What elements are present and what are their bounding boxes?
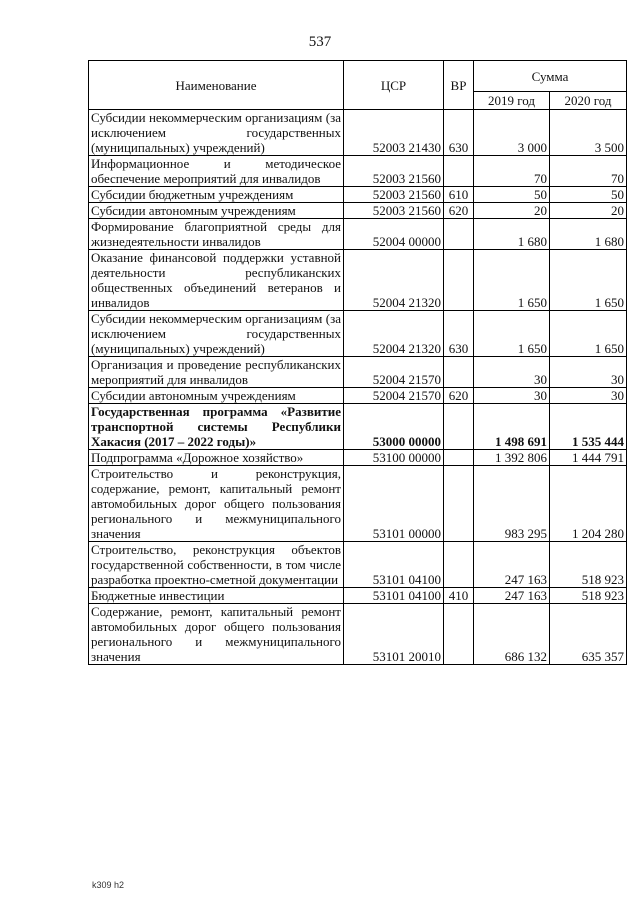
row-csr: 52003 21560 — [344, 156, 444, 187]
row-csr: 53101 04100 — [344, 588, 444, 604]
row-name: Информационное и методическое обеспечение мероприятий для инвалидов — [89, 156, 344, 187]
table-row — [89, 250, 627, 311]
row-csr: 52004 00000 — [344, 219, 444, 250]
header-year-2020: 2020 год — [550, 92, 627, 110]
row-csr: 52003 21430 — [344, 110, 444, 156]
row-csr: 52003 21560 — [344, 187, 444, 203]
row-amount-2019: 1 392 806 — [474, 450, 550, 466]
row-name: Формирование благоприятной среды для жизнедеятельности инвалидов — [89, 219, 344, 250]
table-row — [89, 466, 627, 542]
table-row — [89, 450, 627, 466]
row-amount-2020: 1 680 — [550, 219, 627, 250]
table-row — [89, 219, 627, 250]
budget-table — [88, 60, 627, 665]
row-amount-2020: 518 923 — [550, 542, 627, 588]
row-csr: 52004 21320 — [344, 311, 444, 357]
header-csr: ЦСР — [344, 61, 444, 110]
row-name: Бюджетные инвестиции — [89, 588, 344, 604]
row-amount-2019: 1 498 691 — [474, 404, 550, 450]
row-amount-2019: 20 — [474, 203, 550, 219]
row-name: Субсидии некоммерческим организациям (за исключением государственных (муниципальных) учреждений) — [89, 311, 344, 357]
row-amount-2020: 1 535 444 — [550, 404, 627, 450]
footer-code: k309 h2 — [92, 880, 125, 890]
row-amount-2020: 1 650 — [550, 311, 627, 357]
row-amount-2019: 1 680 — [474, 219, 550, 250]
row-name: Строительство, реконструкция объектов государственной собственности, в том числе разработка проектно-сметной документации — [89, 542, 344, 588]
row-vr — [444, 542, 474, 588]
row-amount-2019: 50 — [474, 187, 550, 203]
table-row — [89, 604, 627, 665]
row-csr: 53101 04100 — [344, 542, 444, 588]
row-amount-2019: 983 295 — [474, 466, 550, 542]
row-amount-2019: 1 650 — [474, 250, 550, 311]
row-amount-2019: 247 163 — [474, 588, 550, 604]
row-csr: 53100 00000 — [344, 450, 444, 466]
row-name: Оказание финансовой поддержки уставной деятельности республиканских общественных объединений ветеранов и инвалидов — [89, 250, 344, 311]
row-amount-2019: 30 — [474, 388, 550, 404]
row-vr — [444, 250, 474, 311]
row-name: Субсидии бюджетным учреждениям — [89, 187, 344, 203]
table-body — [89, 110, 627, 665]
header-year-2019: 2019 год — [474, 92, 550, 110]
row-amount-2019: 70 — [474, 156, 550, 187]
row-amount-2019: 247 163 — [474, 542, 550, 588]
row-vr — [444, 156, 474, 187]
row-amount-2020: 50 — [550, 187, 627, 203]
row-vr — [444, 404, 474, 450]
row-amount-2020: 1 444 791 — [550, 450, 627, 466]
row-csr: 53000 00000 — [344, 404, 444, 450]
row-amount-2019: 1 650 — [474, 311, 550, 357]
row-amount-2020: 635 357 — [550, 604, 627, 665]
row-csr: 53101 20010 — [344, 604, 444, 665]
row-name: Подпрограмма «Дорожное хозяйство» — [89, 450, 344, 466]
row-csr: 52004 21570 — [344, 388, 444, 404]
row-name: Содержание, ремонт, капитальный ремонт автомобильных дорог общего пользования регионального и межмуниципального значения — [89, 604, 344, 665]
row-amount-2020: 30 — [550, 357, 627, 388]
row-amount-2020: 70 — [550, 156, 627, 187]
table-row — [89, 311, 627, 357]
row-amount-2020: 1 650 — [550, 250, 627, 311]
row-vr — [444, 219, 474, 250]
row-csr: 52004 21570 — [344, 357, 444, 388]
table-header — [89, 61, 627, 110]
row-vr — [444, 450, 474, 466]
row-csr: 52004 21320 — [344, 250, 444, 311]
table-row — [89, 110, 627, 156]
row-csr: 52003 21560 — [344, 203, 444, 219]
row-amount-2020: 518 923 — [550, 588, 627, 604]
row-amount-2020: 3 500 — [550, 110, 627, 156]
page-number: 537 — [308, 34, 332, 50]
row-vr: 630 — [444, 311, 474, 357]
row-name: Государственная программа «Развитие транспортной системы Республики Хакасия (2017 – 2022 годы)» — [89, 404, 344, 450]
row-amount-2020: 1 204 280 — [550, 466, 627, 542]
header-sum: Сумма — [474, 61, 627, 92]
table-row — [89, 404, 627, 450]
table-row — [89, 388, 627, 404]
row-vr: 620 — [444, 203, 474, 219]
row-vr — [444, 604, 474, 665]
table-row — [89, 357, 627, 388]
row-name: Строительство и реконструкция, содержание, ремонт, капитальный ремонт автомобильных дорог общего пользования регионального и межмуниципального значения — [89, 466, 344, 542]
row-amount-2019: 3 000 — [474, 110, 550, 156]
table-row — [89, 187, 627, 203]
row-csr: 53101 00000 — [344, 466, 444, 542]
table-row — [89, 203, 627, 219]
table-row — [89, 156, 627, 187]
row-name: Организация и проведение республиканских мероприятий для инвалидов — [89, 357, 344, 388]
row-name: Субсидии автономным учреждениям — [89, 203, 344, 219]
row-amount-2020: 20 — [550, 203, 627, 219]
row-vr: 630 — [444, 110, 474, 156]
row-vr: 620 — [444, 388, 474, 404]
row-name: Субсидии автономным учреждениям — [89, 388, 344, 404]
row-vr — [444, 466, 474, 542]
row-amount-2019: 686 132 — [474, 604, 550, 665]
header-vr: ВР — [444, 61, 474, 110]
header-name: Наименование — [89, 61, 344, 110]
row-vr: 610 — [444, 187, 474, 203]
table-row — [89, 542, 627, 588]
row-vr: 410 — [444, 588, 474, 604]
table-row — [89, 588, 627, 604]
row-vr — [444, 357, 474, 388]
row-amount-2020: 30 — [550, 388, 627, 404]
row-amount-2019: 30 — [474, 357, 550, 388]
row-name: Субсидии некоммерческим организациям (за исключением государственных (муниципальных) учреждений) — [89, 110, 344, 156]
